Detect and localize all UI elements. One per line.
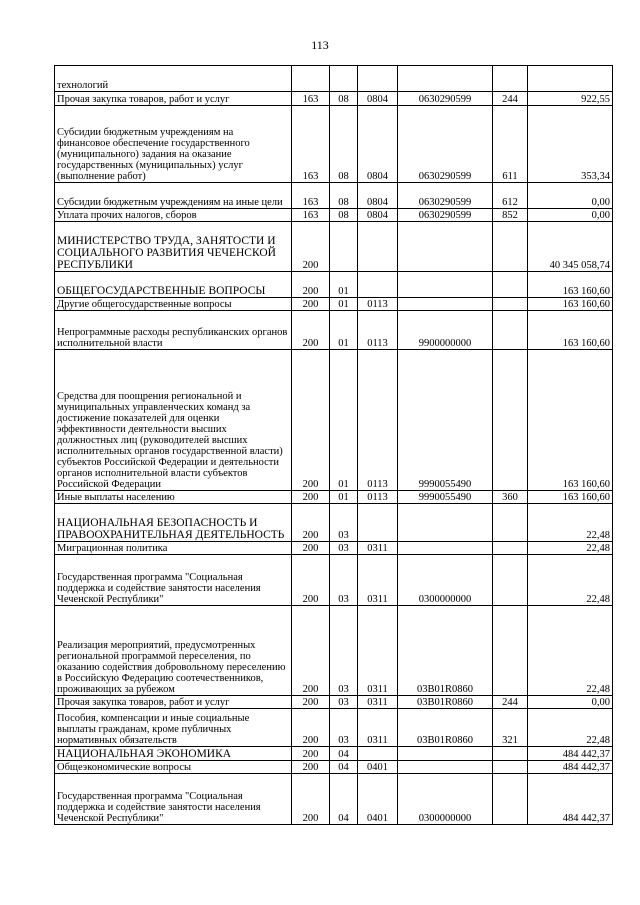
cell-expense-type (493, 747, 528, 761)
table-row (55, 311, 613, 350)
cell-expense-type (493, 504, 528, 542)
cell-target-article: 9900000000 (398, 311, 493, 350)
table-row (55, 709, 613, 747)
cell-grbs: 200 (292, 298, 330, 311)
cell-subsection: 0311 (358, 542, 398, 555)
cell-subsection: 0401 (358, 774, 398, 825)
cell-expense-type: 611 (493, 106, 528, 183)
cell-target-article: 0300000000 (398, 555, 493, 606)
cell-subsection (358, 222, 398, 272)
cell-grbs: 200 (292, 222, 330, 272)
cell-amount: 0,00 (528, 209, 613, 222)
cell-name: ОБЩЕГОСУДАРСТВЕННЫЕ ВОПРОСЫ (55, 272, 292, 298)
cell-section: 03 (330, 504, 358, 542)
cell-target-article: 0630290599 (398, 106, 493, 183)
cell-target-article: 03В01R0860 (398, 709, 493, 747)
cell-amount: 922,55 (528, 92, 613, 106)
table-row (55, 555, 613, 606)
cell-section: 03 (330, 606, 358, 696)
cell-target-article: 9990055490 (398, 491, 493, 504)
cell-target-article: 03В01R0860 (398, 696, 493, 709)
cell-section: 01 (330, 311, 358, 350)
cell-subsection: 0311 (358, 709, 398, 747)
table-row (55, 542, 613, 555)
cell-amount: 22,48 (528, 542, 613, 555)
cell-grbs: 200 (292, 761, 330, 774)
cell-expense-type (493, 350, 528, 491)
cell-grbs: 163 (292, 183, 330, 209)
cell-expense-type: 612 (493, 183, 528, 209)
cell-amount: 484 442,37 (528, 774, 613, 825)
cell-section: 01 (330, 491, 358, 504)
cell-name: Другие общегосударственные вопросы (55, 298, 292, 311)
cell-expense-type (493, 761, 528, 774)
cell-expense-type: 244 (493, 92, 528, 106)
cell-name: Миграционная политика (55, 542, 292, 555)
cell-grbs: 200 (292, 747, 330, 761)
cell-name: Прочая закупка товаров, работ и услуг (55, 92, 292, 106)
cell-grbs: 200 (292, 555, 330, 606)
cell-grbs: 200 (292, 504, 330, 542)
cell-section: 03 (330, 696, 358, 709)
cell-subsection (358, 272, 398, 298)
cell-target-article (398, 504, 493, 542)
cell-subsection: 0311 (358, 606, 398, 696)
cell-target-article (398, 222, 493, 272)
table-row (55, 491, 613, 504)
cell-amount: 163 160,60 (528, 272, 613, 298)
cell-expense-type: 321 (493, 709, 528, 747)
cell-name: Пособия, компенсации и иные социальные выплаты гражданам, кроме публичных нормативных обязательств (55, 709, 292, 747)
table-row (55, 774, 613, 825)
cell-name: Средства для поощрения региональной и муниципальных управленческих команд за достижение показателей для оценки эффективности деятельности высших должностных лиц (руководителей высших исполнительных органов государственной власти) субъектов Российской Федерации и деятельности органов исполнительной власти субъектов Российской Федерации (55, 350, 292, 491)
cell-subsection: 0804 (358, 92, 398, 106)
cell-expense-type (493, 555, 528, 606)
cell-expense-type: 360 (493, 491, 528, 504)
cell-name: технологий (55, 66, 292, 92)
table-row (55, 606, 613, 696)
cell-target-article: 0630290599 (398, 209, 493, 222)
cell-target-article: 0300000000 (398, 774, 493, 825)
cell-section: 08 (330, 106, 358, 183)
table-row (55, 696, 613, 709)
table-row (55, 747, 613, 761)
cell-subsection: 0113 (358, 350, 398, 491)
cell-subsection: 0113 (358, 311, 398, 350)
cell-expense-type (493, 272, 528, 298)
cell-section: 03 (330, 555, 358, 606)
cell-grbs: 200 (292, 774, 330, 825)
cell-grbs: 200 (292, 709, 330, 747)
cell-grbs: 163 (292, 106, 330, 183)
cell-amount: 40 345 058,74 (528, 222, 613, 272)
cell-expense-type (493, 774, 528, 825)
cell-target-article (398, 542, 493, 555)
table-row (55, 761, 613, 774)
table-body (55, 66, 613, 825)
cell-amount: 22,48 (528, 555, 613, 606)
cell-name: МИНИСТЕРСТВО ТРУДА, ЗАНЯТОСТИ И СОЦИАЛЬНОГО РАЗВИТИЯ ЧЕЧЕНСКОЙ РЕСПУБЛИКИ (55, 222, 292, 272)
cell-section: 01 (330, 298, 358, 311)
cell-subsection: 0311 (358, 696, 398, 709)
cell-amount: 163 160,60 (528, 350, 613, 491)
cell-amount: 484 442,37 (528, 761, 613, 774)
cell-subsection: 0401 (358, 761, 398, 774)
cell-name: Субсидии бюджетным учреждениям на финансовое обеспечение государственного (муниципального) задания на оказание государственных (муниципальных) услуг (выполнение работ) (55, 106, 292, 183)
cell-expense-type (493, 542, 528, 555)
cell-target-article (398, 66, 493, 92)
cell-grbs: 200 (292, 542, 330, 555)
cell-amount (528, 66, 613, 92)
cell-name: Государственная программа "Социальная поддержка и содействие занятости населения Чеченской Республики" (55, 774, 292, 825)
cell-target-article (398, 298, 493, 311)
page-number: 113 (311, 38, 329, 52)
cell-expense-type (493, 311, 528, 350)
cell-target-article: 9990055490 (398, 350, 493, 491)
cell-grbs: 200 (292, 606, 330, 696)
cell-name: Прочая закупка товаров, работ и услуг (55, 696, 292, 709)
cell-expense-type (493, 66, 528, 92)
cell-grbs: 200 (292, 272, 330, 298)
table-row (55, 504, 613, 542)
cell-expense-type (493, 222, 528, 272)
cell-amount: 22,48 (528, 504, 613, 542)
cell-grbs: 200 (292, 350, 330, 491)
cell-grbs: 200 (292, 311, 330, 350)
cell-target-article (398, 747, 493, 761)
table-row (55, 209, 613, 222)
cell-amount: 22,48 (528, 606, 613, 696)
cell-amount: 163 160,60 (528, 491, 613, 504)
table-row (55, 222, 613, 272)
cell-target-article (398, 761, 493, 774)
cell-section: 04 (330, 761, 358, 774)
cell-target-article: 0630290599 (398, 183, 493, 209)
cell-section (330, 222, 358, 272)
cell-amount: 163 160,60 (528, 298, 613, 311)
cell-amount: 22,48 (528, 709, 613, 747)
cell-section: 08 (330, 92, 358, 106)
cell-section: 03 (330, 709, 358, 747)
cell-amount: 353,34 (528, 106, 613, 183)
table-row (55, 183, 613, 209)
cell-name: Уплата прочих налогов, сборов (55, 209, 292, 222)
cell-name: НАЦИОНАЛЬНАЯ ЭКОНОМИКА (55, 747, 292, 761)
cell-target-article (398, 272, 493, 298)
table-row (55, 92, 613, 106)
cell-name: Иные выплаты населению (55, 491, 292, 504)
cell-amount: 0,00 (528, 696, 613, 709)
cell-subsection (358, 504, 398, 542)
budget-table (54, 65, 613, 825)
cell-amount: 163 160,60 (528, 311, 613, 350)
cell-subsection: 0113 (358, 491, 398, 504)
table-row (55, 272, 613, 298)
table-row (55, 106, 613, 183)
cell-expense-type: 244 (493, 696, 528, 709)
cell-grbs: 200 (292, 696, 330, 709)
cell-grbs: 163 (292, 209, 330, 222)
cell-grbs: 200 (292, 491, 330, 504)
cell-section: 03 (330, 542, 358, 555)
cell-name: НАЦИОНАЛЬНАЯ БЕЗОПАСНОСТЬ И ПРАВООХРАНИТЕЛЬНАЯ ДЕЯТЕЛЬНОСТЬ (55, 504, 292, 542)
cell-expense-type: 852 (493, 209, 528, 222)
cell-target-article: 0630290599 (398, 92, 493, 106)
cell-name: Общеэкономические вопросы (55, 761, 292, 774)
cell-grbs: 163 (292, 92, 330, 106)
cell-grbs (292, 66, 330, 92)
cell-subsection: 0113 (358, 298, 398, 311)
cell-section: 04 (330, 747, 358, 761)
cell-subsection: 0804 (358, 106, 398, 183)
cell-section: 01 (330, 272, 358, 298)
cell-subsection: 0804 (358, 183, 398, 209)
cell-amount: 0,00 (528, 183, 613, 209)
cell-subsection (358, 66, 398, 92)
table-row (55, 298, 613, 311)
cell-subsection: 0804 (358, 209, 398, 222)
cell-section: 08 (330, 183, 358, 209)
cell-section: 01 (330, 350, 358, 491)
cell-expense-type (493, 298, 528, 311)
cell-name: Непрограммные расходы республиканских органов исполнительной власти (55, 311, 292, 350)
cell-name: Государственная программа "Социальная поддержка и содействие занятости населения Чеченской Республики" (55, 555, 292, 606)
cell-expense-type (493, 606, 528, 696)
cell-name: Реализация мероприятий, предусмотренных региональной программой переселения, по оказанию содействия добровольному переселению в Российскую Федерацию соотечественников, проживающих за рубежом (55, 606, 292, 696)
cell-name: Субсидии бюджетным учреждениям на иные цели (55, 183, 292, 209)
cell-subsection (358, 747, 398, 761)
cell-target-article: 03В01R0860 (398, 606, 493, 696)
cell-amount: 484 442,37 (528, 747, 613, 761)
cell-section (330, 66, 358, 92)
cell-subsection: 0311 (358, 555, 398, 606)
cell-section: 04 (330, 774, 358, 825)
table-row (55, 66, 613, 92)
cell-section: 08 (330, 209, 358, 222)
table-row (55, 350, 613, 491)
